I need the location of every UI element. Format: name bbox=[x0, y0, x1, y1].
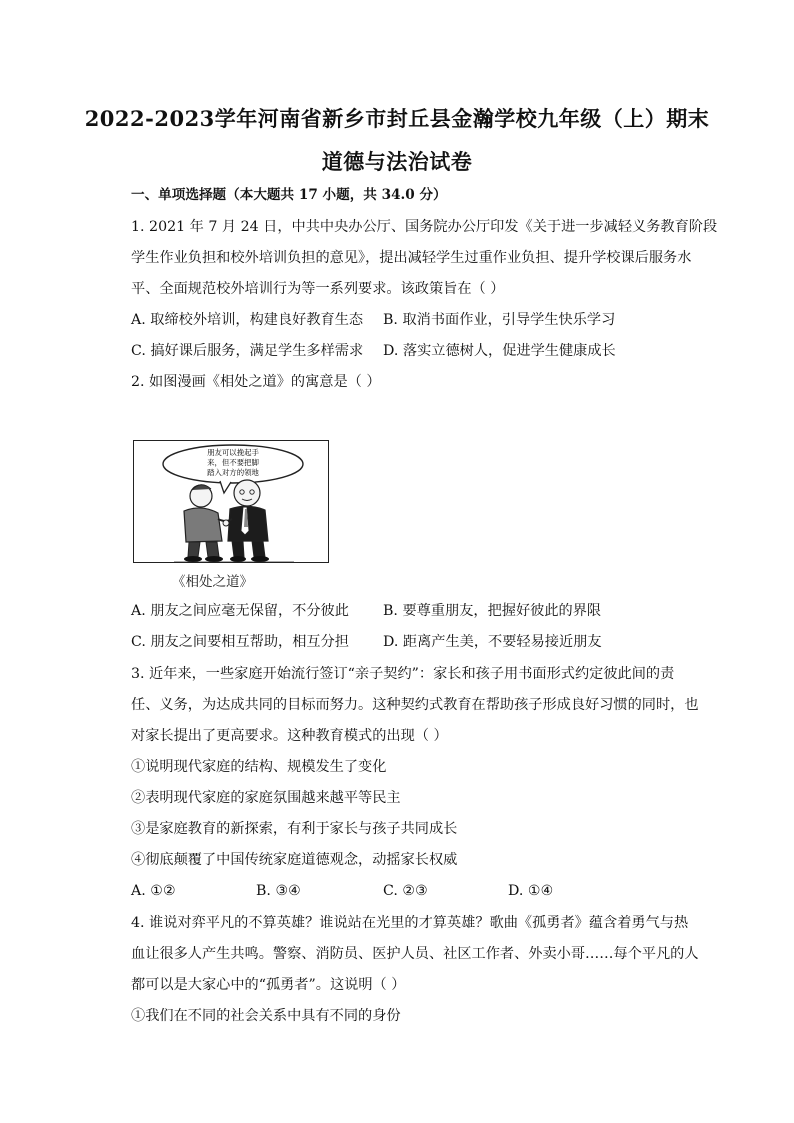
question-4-line-2: 血让很多人产生共鸣。警察、消防员、医护人员、社区工作者、外卖小哥……每个平凡的人 bbox=[131, 946, 699, 962]
exam-title-line-2: 道德与法治试卷 bbox=[321, 149, 473, 174]
question-4-item-1: ①我们在不同的社会关系中具有不同的身份 bbox=[131, 1008, 401, 1024]
question-2-option-d: D. 距离产生美，不要轻易接近朋友 bbox=[383, 634, 602, 650]
question-3-option-a: A. ①② bbox=[131, 883, 176, 899]
bubble-text-3: 踏入对方的领地 bbox=[207, 468, 259, 477]
question-1-line-3: 平、全面规范校外培训行为等一系列要求。该政策旨在（ ） bbox=[131, 281, 505, 297]
question-3-item-4: ④彻底颠覆了中国传统家庭道德观念，动摇家长权威 bbox=[131, 852, 458, 868]
question-3-item-3: ③是家庭教育的新探索，有利于家长与孩子共同成长 bbox=[131, 821, 458, 837]
question-1-option-b: B. 取消书面作业，引导学生快乐学习 bbox=[383, 312, 616, 328]
question-3-line-3: 对家长提出了更高要求。这种教育模式的出现（ ） bbox=[131, 728, 448, 744]
question-2-option-a: A. 朋友之间应毫无保留，不分彼此 bbox=[131, 603, 349, 619]
question-1-line-2: 学生作业负担和校外培训负担的意见》，提出减轻学生过重作业负担、提升学校课后服务水 bbox=[131, 250, 692, 266]
question-4-line-3: 都可以是大家心中的“孤勇者”。这说明（ ） bbox=[131, 977, 406, 993]
question-3-line-1: 3. 近年来，一些家庭开始流行签订“亲子契约”：家长和孩子用书面形式约定彼此间的责 bbox=[131, 666, 675, 682]
question-1-option-c: C. 搞好课后服务，满足学生多样需求 bbox=[131, 343, 364, 359]
comic-drawing bbox=[134, 441, 329, 563]
exam-title-line-1: 2022-2023学年河南省新乡市封丘县金瀚学校九年级（上）期末 bbox=[84, 106, 710, 131]
question-1-option-a: A. 取缔校外培训，构建良好教育生态 bbox=[131, 312, 364, 328]
comic-caption: 《相处之道》 bbox=[172, 574, 253, 590]
question-3-item-1: ①说明现代家庭的结构、规模发生了变化 bbox=[131, 759, 387, 775]
comic-illustration bbox=[133, 440, 329, 563]
bubble-text-1: 朋友可以挽起手 bbox=[207, 448, 259, 457]
question-2-stem: 2. 如图漫画《相处之道》的寓意是（ ） bbox=[131, 374, 381, 390]
question-4-line-1: 4. 谁说对弈平凡的不算英雄？谁说站在光里的才算英雄？歌曲《孤勇者》蕴含着勇气与热 bbox=[131, 915, 689, 931]
question-3-line-2: 任、义务，为达成共同的目标而努力。这种契约式教育在帮助孩子形成良好习惯的同时，也 bbox=[131, 697, 699, 713]
question-3-option-b: B. ③④ bbox=[256, 883, 301, 899]
question-2-option-b: B. 要尊重朋友，把握好彼此的界限 bbox=[383, 603, 602, 619]
question-3-option-d: D. ①④ bbox=[508, 883, 554, 899]
question-1-option-d: D. 落实立德树人，促进学生健康成长 bbox=[383, 343, 616, 359]
section-heading: 一、单项选择题（本大题共 17 小题，共 34.0 分） bbox=[131, 187, 447, 203]
left-person-body bbox=[184, 508, 222, 542]
bubble-text-2: 来，但不要把脚 bbox=[207, 458, 259, 467]
question-2-option-c: C. 朋友之间要相互帮助，相互分担 bbox=[131, 634, 349, 650]
question-3-option-c: C. ②③ bbox=[383, 883, 428, 899]
question-3-item-2: ②表明现代家庭的家庭氛围越来越平等民主 bbox=[131, 790, 401, 806]
right-person-head bbox=[234, 480, 260, 506]
question-1-line-1: 1. 2021 年 7 月 24 日，中共中央办公厅、国务院办公厅印发《关于进一步减轻义务教育阶段 bbox=[131, 219, 718, 235]
